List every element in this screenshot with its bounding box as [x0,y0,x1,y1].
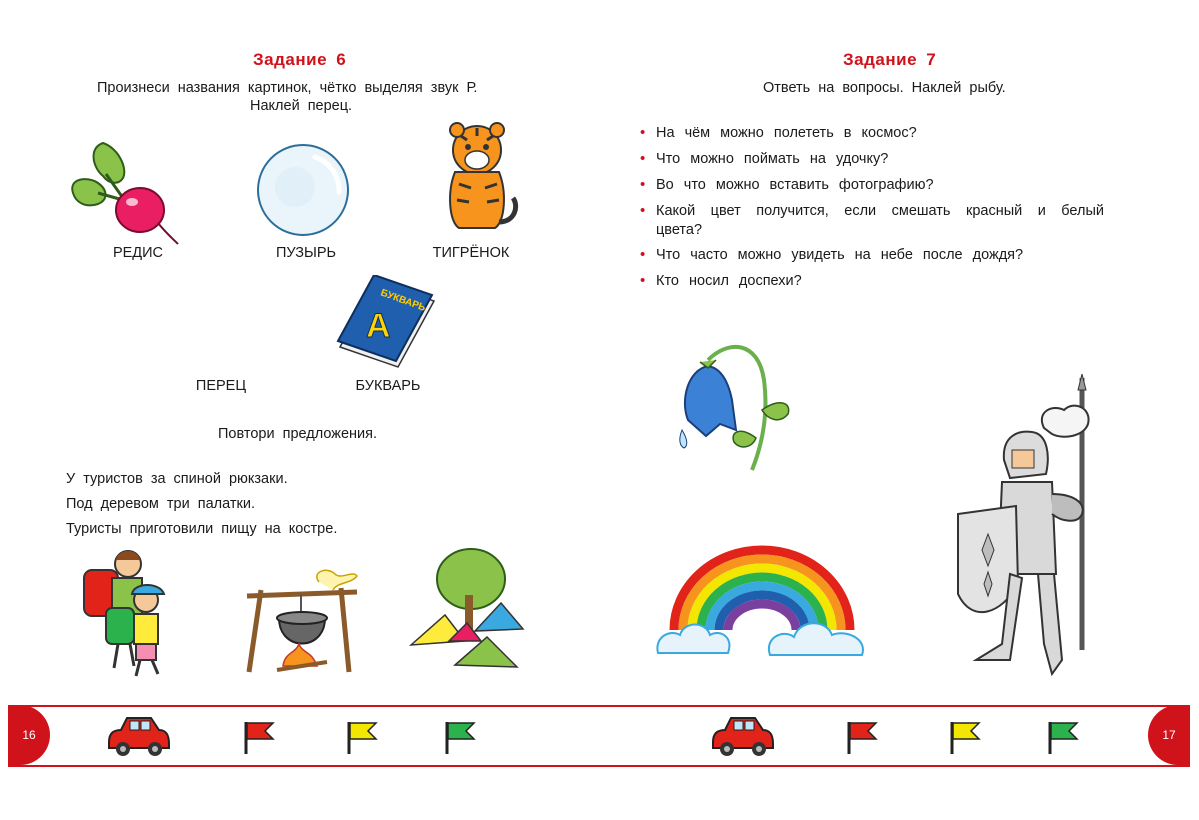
page-number: 17 [1148,705,1190,765]
radish-icon [68,138,183,248]
car-icon [709,712,775,758]
question-item: • Что часто можно увидеть на небе после дождя? [640,246,1024,263]
bluebell-flower-icon [668,340,796,475]
green-flag-icon [444,720,476,756]
car-icon [105,712,171,758]
question-item: • Кто носил доспехи? [640,272,802,289]
right-page [600,0,1199,820]
red-flag-icon [846,720,878,756]
sentence: Туристы приготовили пищу на костре. [66,521,338,537]
yellow-flag-icon [949,720,981,756]
red-flag-icon [243,720,275,756]
question-item: • Какой цвет получится, если смешать красный и белый цвета? [640,202,1104,238]
bullet-icon: • [640,176,646,193]
sentence: Под деревом три палатки. [66,496,255,512]
tents-tree-icon [405,545,529,677]
bullet-icon: • [640,202,646,219]
book-letter: А [366,307,391,345]
divider [600,765,1190,767]
bullet-icon: • [640,150,646,167]
question-item: • Во что можно вставить фотографию? [640,176,934,193]
bubble-icon [255,142,351,238]
bullet-icon: • [640,246,646,263]
picture-label: ПУЗЫРЬ [275,245,337,261]
task-title: Задание 7 [843,50,937,69]
bullet-icon: • [640,124,646,141]
book-cover-text: БУКВАРЬ [378,287,427,314]
rainbow-icon [654,545,870,670]
sentence: У туристов за спиной рюкзаки. [66,471,288,487]
campfire-pot-icon [241,562,363,674]
page-number: 16 [8,705,50,765]
bullet-icon: • [640,272,646,289]
divider [600,705,1190,707]
picture-label: ПЕРЕЦ [195,378,247,394]
knight-icon [952,374,1102,680]
yellow-flag-icon [346,720,378,756]
question-item: • На чём можно полететь в космос? [640,124,917,141]
question-item: • Что можно поймать на удочку? [640,150,889,167]
picture-label: ТИГРЁНОК [432,245,510,261]
primer-book-icon [336,275,438,371]
divider [8,765,600,767]
repeat-title: Повтори предложения. [218,426,378,442]
task-title: Задание 6 [253,50,347,69]
green-flag-icon [1047,720,1079,756]
divider [8,705,600,707]
instruction-line: Ответь на вопросы. Наклей рыбу. [763,80,1006,96]
picture-label: БУКВАРЬ [355,378,421,394]
instruction-line: Произнеси названия картинок, чётко выделяя звук Р. [97,80,478,96]
instruction-line: Наклей перец. [250,98,353,114]
tourists-icon [78,548,182,678]
picture-label: РЕДИС [112,245,164,261]
tiger-cub-icon [437,122,522,234]
